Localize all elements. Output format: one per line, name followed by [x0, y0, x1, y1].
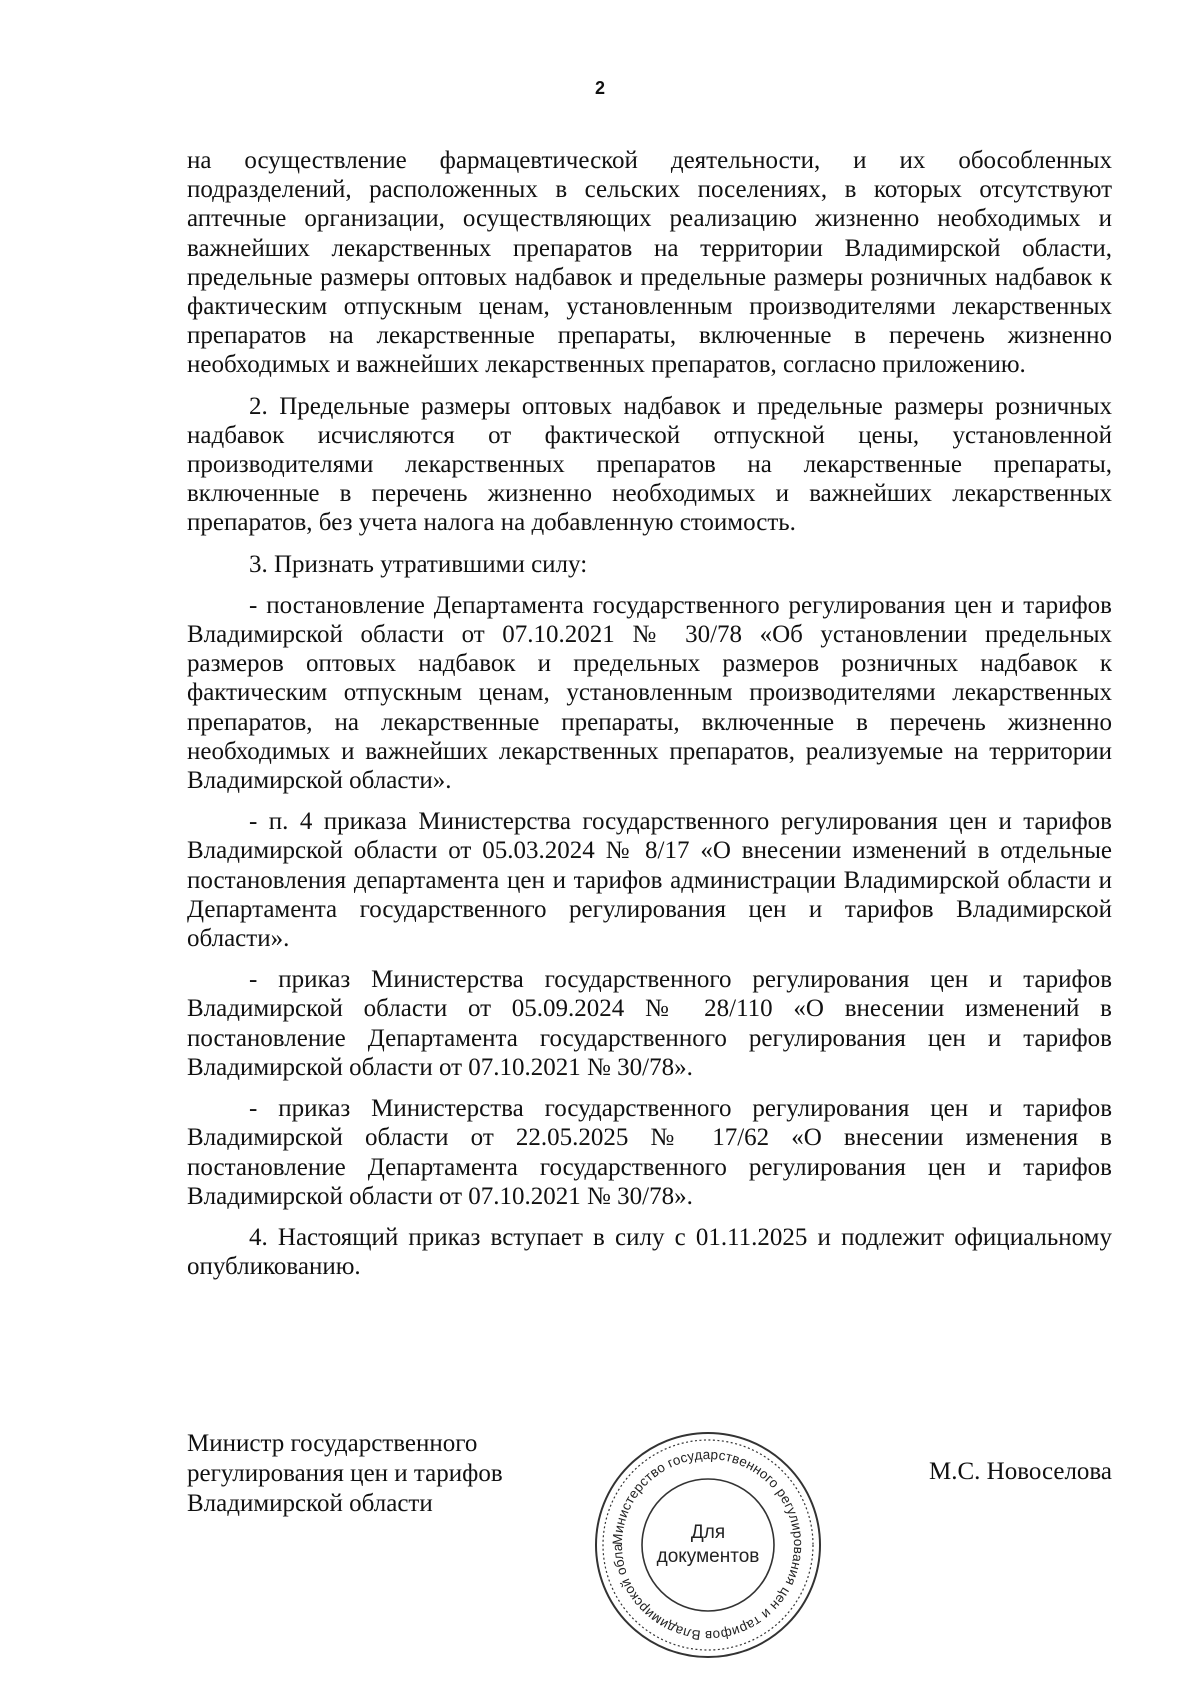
- signatory-name: М.С. Новоселова: [928, 1458, 1112, 1485]
- seal-center-line: документов: [656, 1546, 760, 1567]
- official-seal: [588, 1425, 828, 1665]
- paragraph-3: 3. Признать утратившими силу:: [249, 550, 588, 578]
- seal-center-text: [588, 1521, 828, 1569]
- seal-center-line: Для: [690, 1522, 726, 1543]
- signatory-position: [187, 1429, 607, 1519]
- seal-ring-text: Министерство государственного регулирования цен и тарифов Владимирской обла: [609, 1446, 807, 1644]
- signatory-position-line: Владимирской области: [187, 1490, 433, 1517]
- paragraph-1-continuation: на осуществление фармацевтической деятельности, и их обособленных подразделений, расположенных в сельских поселениях, в которых отсутствуют аптечные организации, осуществляющих реализацию жизненно необходимых и важнейших лекарственных препаратов на территории Владимирской области, предельные размеры оптовых надбавок и предельные размеры розничных надбавок к фактическим отпускным ценам, установленным производителями лекарственных препаратов на лекарственные препараты, включенные в перечень жизненно необходимых и важнейших лекарственных препаратов, согласно приложению.: [187, 147, 1112, 379]
- paragraph-4: 4. Настоящий приказ вступает в силу с 01.11.2025 и подлежит официальному опубликованию.: [187, 1223, 1112, 1281]
- paragraph-3-item-1: - постановление Департамента государственного регулирования цен и тарифов Владимирской области от 07.10.2021 № 30/78 «Об установлении предельных размеров оптовых надбавок и предельных размеров розничных надбавок к фактическим отпускным ценам, установленным производителями лекарственных препаратов, на лекарственные препараты, включенные в перечень жизненно необходимых и важнейших лекарственных препаратов, реализуемые на территории Владимирской области».: [187, 591, 1112, 795]
- page-number: 2: [594, 78, 605, 98]
- paragraph-2: 2. Предельные размеры оптовых надбавок и предельные размеры розничных надбавок исчисляются от фактической отпускной цены, установленной производителями лекарственных препаратов на лекарственные препараты, включенные в перечень жизненно необходимых и важнейших лекарственных препаратов, без учета налога на добавленную стоимость.: [187, 392, 1112, 537]
- signatory-position-line: регулирования цен и тарифов: [187, 1460, 503, 1487]
- document-body: [187, 146, 1112, 1293]
- signatory-position-line: Министр государственного: [187, 1430, 478, 1457]
- paragraph-3-item-3: - приказ Министерства государственного регулирования цен и тарифов Владимирской области от 05.09.2024 № 28/110 «О внесении изменений в постановление Департамента государственного регулирования цен и тарифов Владимирской области от 07.10.2021 № 30/78».: [187, 966, 1112, 1081]
- paragraph-3-item-4: - приказ Министерства государственного регулирования цен и тарифов Владимирской области от 22.05.2025 № 17/62 «О внесении изменения в постановление Департамента государственного регулирования цен и тарифов Владимирской области от 07.10.2021 № 30/78».: [187, 1095, 1112, 1210]
- paragraph-3-item-2: - п. 4 приказа Министерства государственного регулирования цен и тарифов Владимирской области от 05.03.2024 № 8/17 «О внесении изменений в отдельные постановления департамента цен и тарифов администрации Владимирской области и Департамента государственного регулирования цен и тарифов Владимирской области».: [187, 808, 1112, 953]
